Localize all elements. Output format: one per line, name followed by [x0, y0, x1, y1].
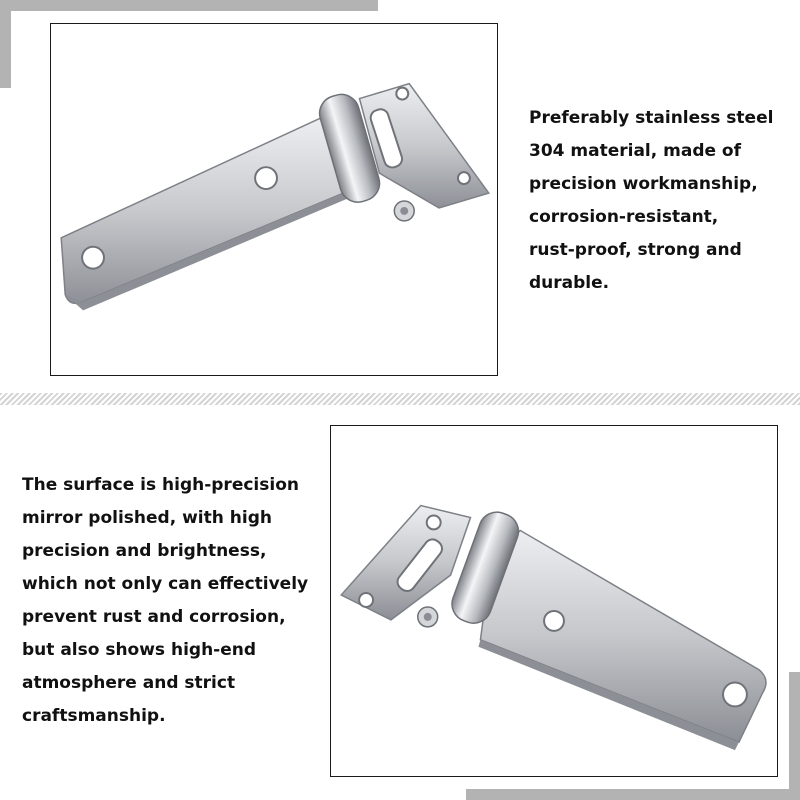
corner-bar-bottom-vertical [789, 672, 800, 800]
feature-description-2: The surface is high-precision mirror polished, with high precision and brightness, which not only can effectively prevent rust and corrosion, but also shows high-end atmosphere and strict craftsmanship. [22, 475, 309, 726]
product-photo-frame-1 [50, 23, 498, 376]
section-divider [0, 393, 800, 405]
hinge-image-2 [331, 426, 777, 776]
corner-bar-top-vertical [0, 0, 11, 88]
product-photo-frame-2 [330, 425, 778, 777]
feature-description-1: Preferably stainless steel 304 material, made of precision workmanship, corrosion-resistant, rust-proof, strong and durable. [529, 108, 774, 293]
corner-bar-bottom-horizontal [466, 789, 800, 800]
hinge-image-1 [51, 24, 497, 375]
corner-bar-top-horizontal [0, 0, 378, 11]
